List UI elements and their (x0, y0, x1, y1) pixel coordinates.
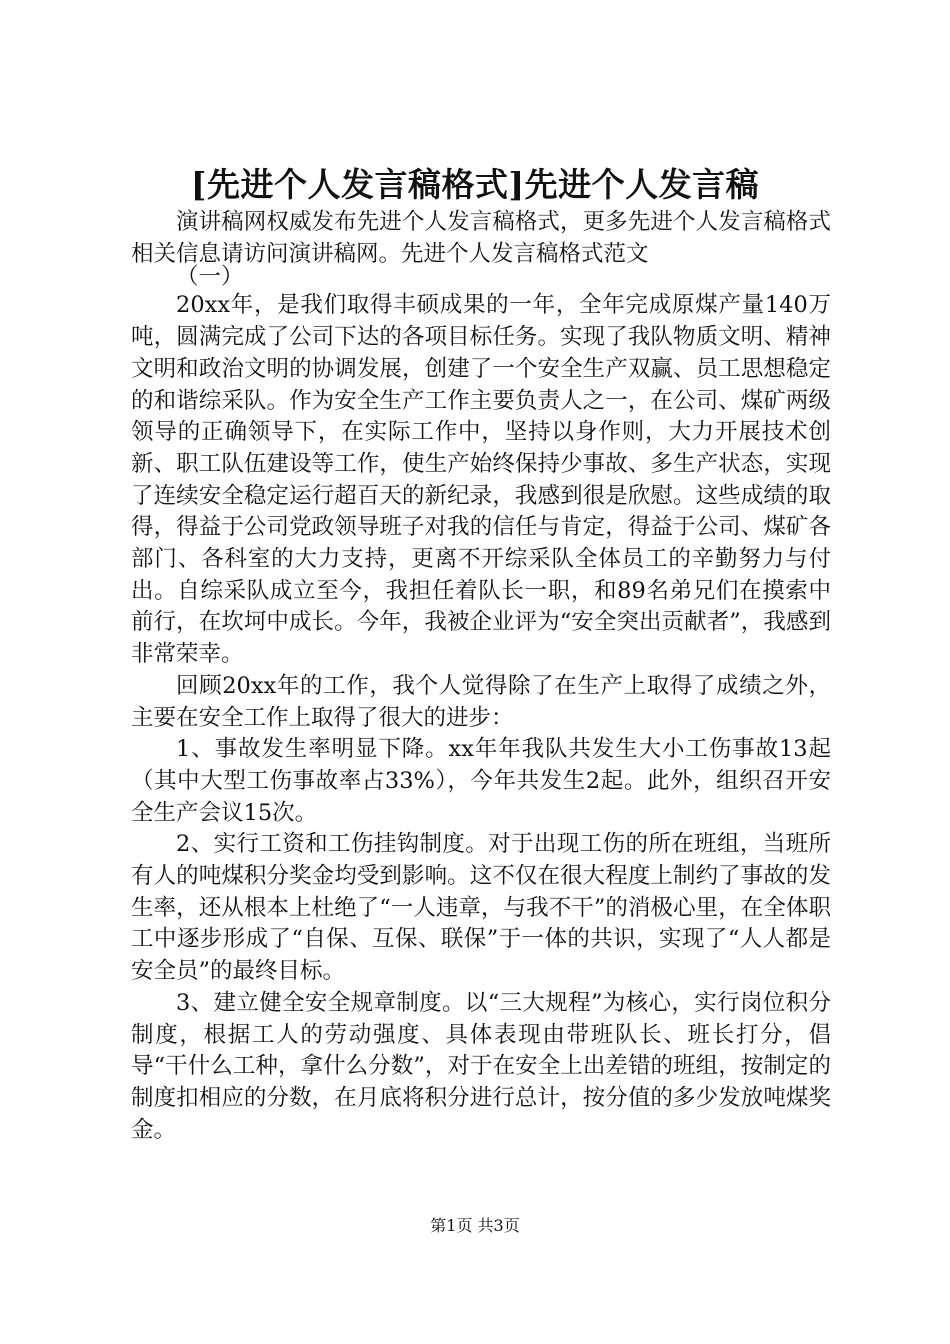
document-title: [先进个人发言稿格式]先进个人发言稿 (190, 165, 760, 204)
intro-paragraph: 演讲稿网权威发布先进个人发言稿格式，更多先进个人发言稿格式相关信息请访问演讲稿网。先进个人发言稿格式范文 (131, 209, 831, 267)
body-paragraph-review: 回顾20xx年的工作，我个人觉得除了在生产上取得了成绩之外，主要在安全工作上取得了很大的进步： (131, 672, 831, 731)
list-item-wage-system: 2、实行工资和工伤挂钩制度。对于出现工伤的所在班组，当班所有人的吨煤积分奖金均受到影响。这不仅在很大程度上制约了事故的发生率，还从根本上杜绝了“一人违章，与我不干”的消极心里，在全体职工中逐步形成了“自保、互保、联保”于一体的共识，实现了“人人都是安全员”的最终目标。 (131, 831, 831, 985)
page-footer (0, 1214, 950, 1238)
body-paragraph-achievements: 20xx年，是我们取得丰硕成果的一年，全年完成原煤产量140万吨，圆满完成了公司下达的各项目标任务。实现了我队物质文明、精神文明和政治文明的协调发展，创建了一个安全生产双赢、员工思想稳定的和谐综采队。作为安全生产工作主要负责人之一，在公司、煤矿两级领导的正确领导下，在实际工作中，坚持以身作则，大力开展技术创新、职工队伍建设等工作，使生产始终保持少事故、多生产状态，实现了连续安全稳定运行超百天的新纪录，我感到很是欣慰。这些成绩的取得，得益于公司党政领导班子对我的信任与肯定，得益于公司、煤矿各部门、各科室的大力支持，更离不开综采队全体员工的辛勤努力与付出。自综采队成立至今，我担任着队长一职，和89名弟兄们在摸索中前行，在坎坷中成长。今年，我被企业评为“安全突出贡献者”，我感到非常荣幸。 (131, 292, 831, 668)
section-subheading: （一） (176, 264, 244, 291)
list-item-safety-rules: 3、建立健全安全规章制度。以“三大规程”为核心，实行岗位积分制度，根据工人的劳动强度、具体表现由带班队长、班长打分，倡导“干什么工种，拿什么分数”，对于在安全上出差错的班组，按制定的制度扣相应的分数，在月底将积分进行总计，按分值的多少发放吨煤奖金。 (131, 989, 831, 1143)
document-body (131, 207, 831, 1146)
list-item-accident-rate: 1、事故发生率明显下降。xx年年我队共发生大小工伤事故13起（其中大型工伤事故率占33%），今年共发生2起。此外，组织召开安全生产会议15次。 (131, 736, 831, 826)
page-number: 第1页 共3页 (430, 1216, 520, 1235)
